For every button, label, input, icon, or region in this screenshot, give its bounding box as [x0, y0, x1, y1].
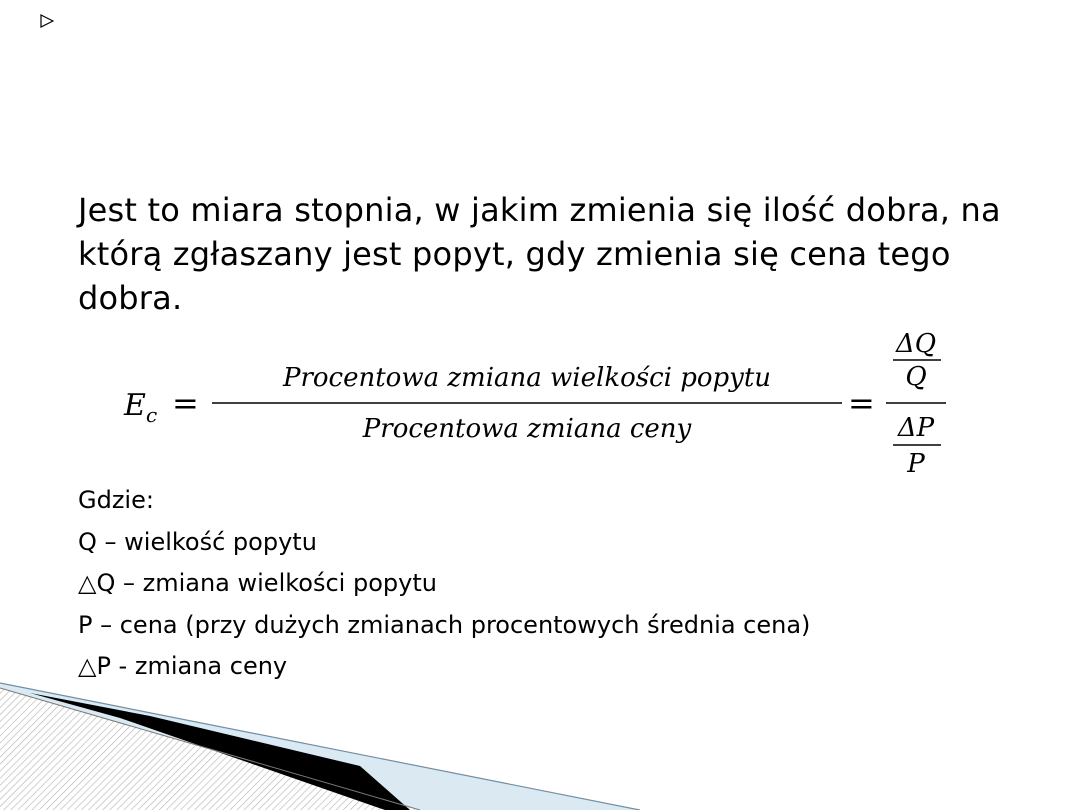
formula-numerator: Procentowa zmiana wielkości popytu	[282, 363, 772, 393]
definitions-heading: Gdzie:	[78, 486, 154, 514]
formula-denominator: Procentowa zmiana ceny	[362, 414, 692, 444]
hatch-edge-line	[0, 688, 420, 810]
formula-delta-q: ΔQ	[895, 329, 937, 359]
light-blue-band	[0, 683, 640, 810]
swoosh-edge-line	[0, 683, 640, 810]
definition-p: P – cena (przy dużych zmianach procentowych średnia cena)	[78, 610, 811, 639]
black-swoosh	[30, 693, 410, 810]
formula-lhs-symbol: E	[124, 388, 146, 423]
formula-equals-2: =	[848, 384, 875, 422]
definition-q: Q – wielkość popytu	[78, 527, 317, 556]
formula-delta-p: ΔP	[897, 413, 935, 443]
hatched-area	[0, 688, 420, 810]
bullet-icon	[40, 14, 54, 28]
definition-delta-q: △Q – zmiana wielkości popytu	[78, 569, 437, 597]
formula-lhs-subscript: c	[146, 403, 158, 427]
definitions-list	[78, 480, 1058, 688]
definition-delta-p: △P - zmiana ceny	[78, 652, 288, 680]
formula-p: P	[907, 449, 925, 479]
intro-paragraph: Jest to miara stopnia, w jakim zmienia się ilość dobra, na którą zgłaszany jest popyt, gdy zmienia się cena tego dobra.	[78, 191, 1001, 317]
formula-equals-1: =	[172, 384, 199, 422]
formula-q: Q	[905, 362, 927, 392]
